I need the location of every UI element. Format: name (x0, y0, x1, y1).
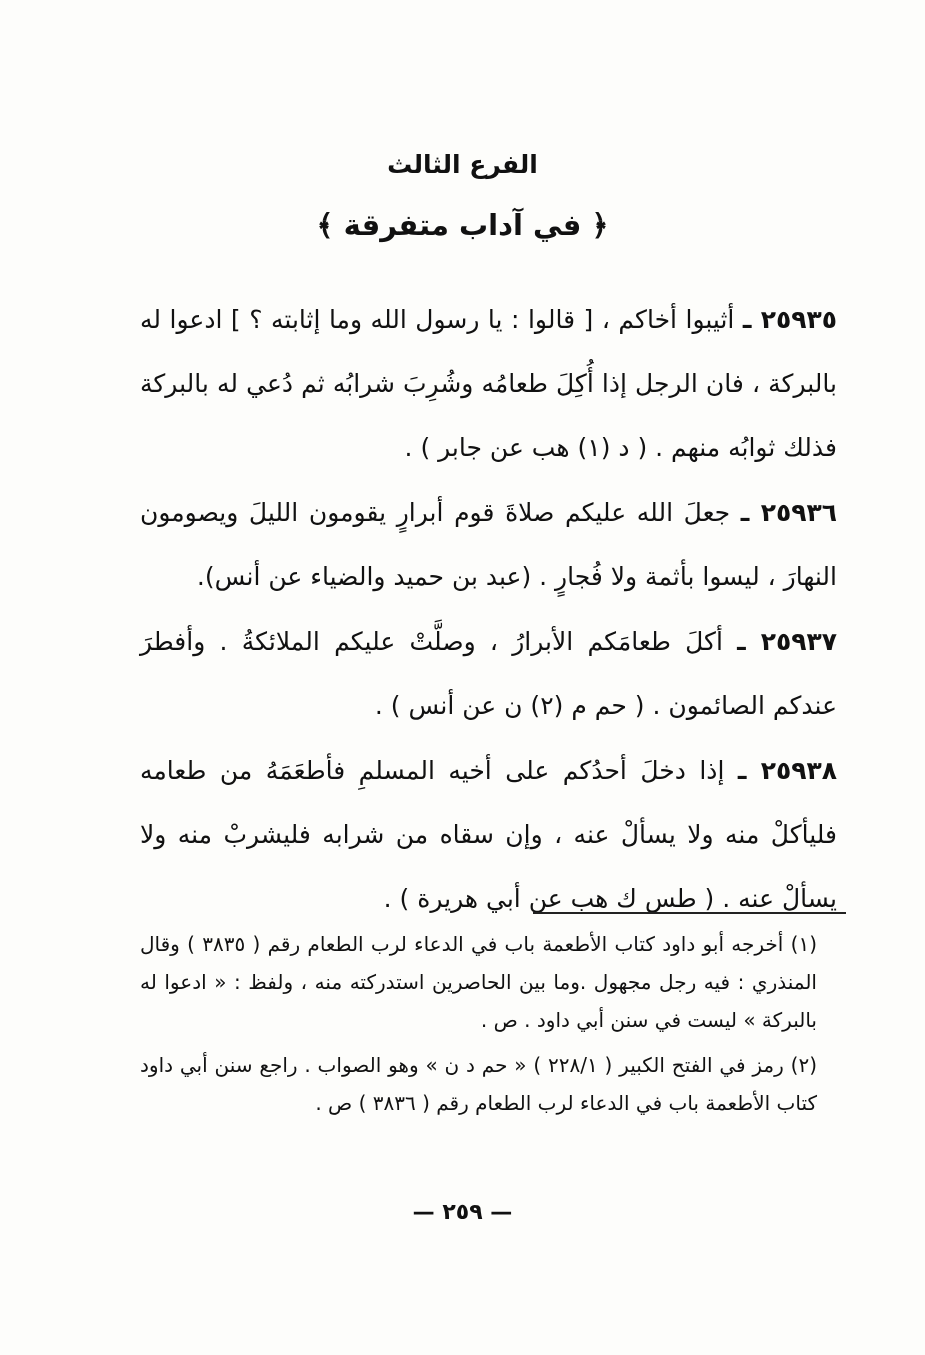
section-subtitle: ﴿ في آداب متفرقة ﴾ (316, 208, 609, 242)
page-number: — ٢٥٩ — (412, 1200, 513, 1225)
hadith-entry (140, 610, 837, 738)
hadith-number: ٢٥٩٣٦ ـ (740, 498, 838, 527)
hadith-entry (140, 481, 837, 609)
section-title: الفرع الثالث (387, 150, 538, 179)
footnote-text: رمز في الفتح الكبير ( ٢٢٨/١ ) « حم د ن » وهو الصواب . راجع سنن أبي داود كتاب الأطعمة باب في الدعاء لرب الطعام رقم ( ٣٨٣٦ ) ص . (140, 1053, 817, 1115)
footnote-marker: (١) (790, 932, 818, 956)
footnote (140, 1046, 817, 1122)
footnote (140, 925, 817, 1039)
footnotes (140, 925, 817, 1129)
footnote-divider (533, 912, 846, 914)
hadith-entry (140, 288, 837, 480)
footnote-text: أخرجه أبو داود كتاب الأطعمة باب في الدعاء لرب الطعام رقم ( ٣٨٣٥ ) وقال المنذري : فيه رجل مجهول .وما بين الحاصرين استدركته منه ، ولفظ : « ادعوا له بالبركة » ليست في سنن أبي داود . ص . (140, 932, 817, 1032)
hadith-text: أثيبوا أخاكم ، [ قالوا : يا رسول الله وما إثابته ؟ ] ادعوا له بالبركة ، فان الرجل إذا أُكِلَ طعامُه وشُرِبَ شرابُه ثم دُعي له بالبركة فذلك ثوابُه منهم . ( د (١) هب عن جابر ) . (140, 305, 837, 462)
footnote-marker: (٢) (790, 1053, 817, 1077)
hadith-entry (140, 739, 837, 931)
hadith-text: أكلَ طعامَكم الأبرارُ ، وصلَّتْ عليكم الملائكةُ . وأفطرَ عندكم الصائمون . ( حم م (٢) ن عن أنس ) . (140, 627, 837, 720)
hadith-text: جعلَ الله عليكم صلاةَ قوم أبرارٍ يقومون الليلَ ويصومون النهارَ ، ليسوا بأثمة ولا فُجارٍ . (عبد بن حميد والضياء عن أنس). (140, 498, 837, 591)
hadith-text: إذا دخلَ أحدُكم على أخيه المسلمِ فأطعَمَهُ من طعامه فليأكلْ منه ولا يسألْ عنه ، وإن سقاه من شرابه فليشربْ منه ولا يسألْ عنه . ( طس ك هب عن أبي هريرة ) . (140, 756, 837, 913)
hadith-number: ٢٥٩٣٨ ـ (737, 756, 838, 785)
hadith-number: ٢٥٩٣٧ ـ (737, 627, 838, 656)
hadith-list (140, 288, 837, 931)
hadith-number: ٢٥٩٣٥ ـ (742, 305, 838, 334)
